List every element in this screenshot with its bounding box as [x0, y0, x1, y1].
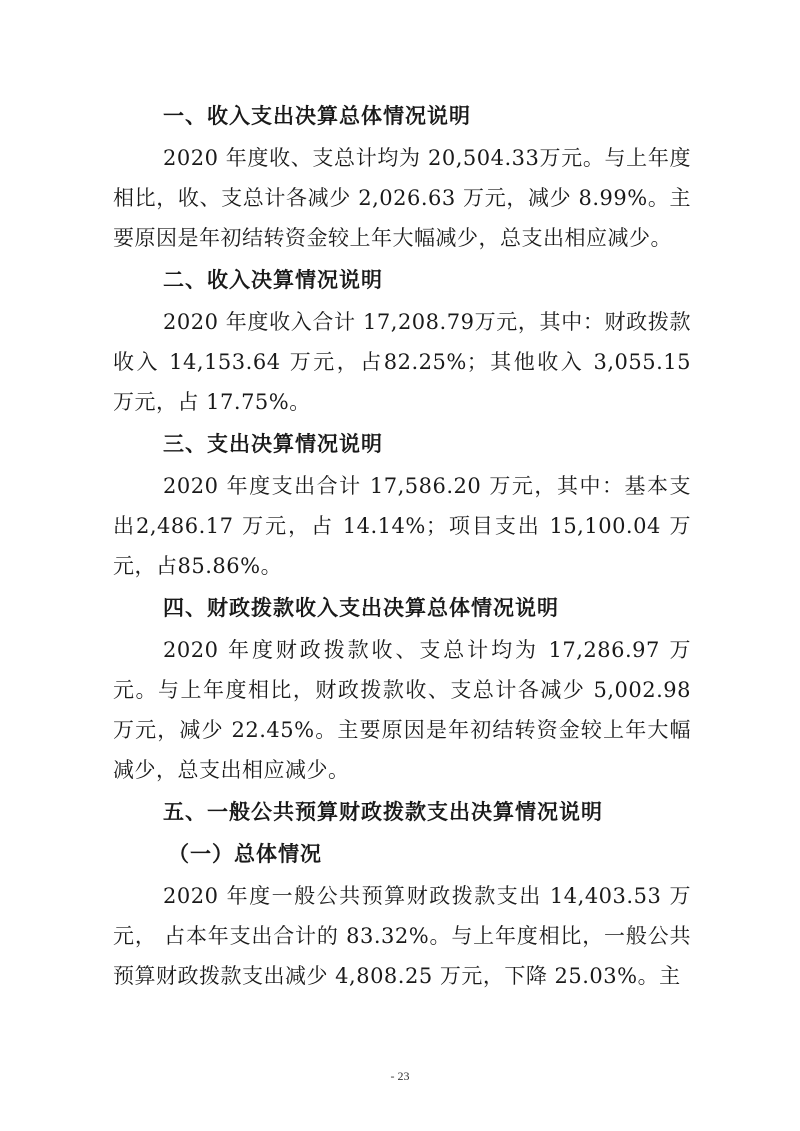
page-number: - 23 [390, 1069, 410, 1083]
section-2-text: 2020 年度收入合计 17,208.79万元，其中：财政拨款收入 14,153.64 万元，占82.25%；其他收入 3,055.15 万元，占 17.75%。 [113, 310, 691, 414]
section-3-heading: 三、支出决算情况说明 [163, 432, 383, 456]
section-5-heading: 五、一般公共预算财政拨款支出决算情况说明 [163, 800, 603, 824]
section-4-text: 2020 年度财政拨款收、支总计均为 17,286.97 万元。与上年度相比，财政拨款收、支总计各减少 5,002.98 万元，减少 22.45%。主要原因是年初结转资金较上年大幅减少，总支出相应减少。 [113, 638, 691, 782]
section-2-heading: 二、收入决算情况说明 [163, 268, 383, 292]
section-3-text: 2020 年度支出合计 17,586.20 万元，其中：基本支出2,486.17 万元，占 14.14%；项目支出 15,100.04 万元，占85.86%。 [113, 474, 691, 578]
section-4-heading: 四、财政拨款收入支出决算总体情况说明 [163, 596, 559, 620]
document-body [113, 96, 691, 998]
section-1-heading: 一、收入支出决算总体情况说明 [163, 104, 471, 128]
section-5-subheading: （一）总体情况 [168, 842, 322, 866]
section-1-text: 2020 年度收、支总计均为 20,504.33万元。与上年度相比，收、支总计各减少 2,026.63 万元，减少 8.99%。主要原因是年初结转资金较上年大幅减少，总支出相应减少。 [113, 146, 691, 250]
section-5-text: 2020 年度一般公共预算财政拨款支出 14,403.53 万元， 占本年支出合计的 83.32%。与上年度相比，一般公共预算财政拨款支出减少 4,808.25 万元，下降 25.03%。主 [113, 884, 691, 988]
